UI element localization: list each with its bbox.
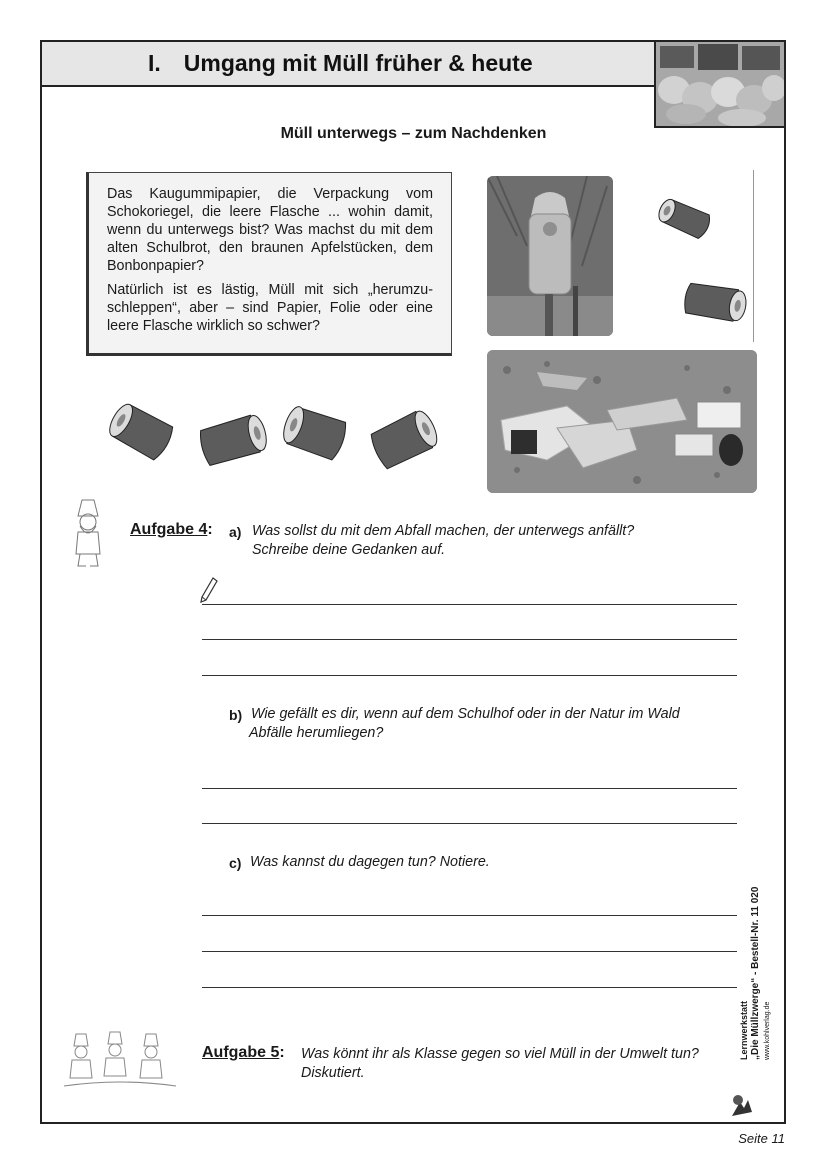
sidebar-line-1: Lernwerkstatt: [739, 1000, 749, 1060]
answer-line[interactable]: [202, 951, 737, 952]
aufgabe-4a-letter: a): [229, 524, 242, 540]
intro-text-box: [86, 172, 452, 356]
publisher-sidebar: [738, 860, 774, 1060]
aufgabe-4c-question: Was kannst du dagegen tun? Notiere.: [250, 854, 490, 870]
trash-bin-photo: [487, 176, 613, 336]
publisher-logo: [728, 1050, 770, 1120]
crushed-can-icon: [108, 400, 182, 466]
pencil-icon: [200, 576, 218, 604]
answer-line[interactable]: [202, 823, 737, 824]
crushed-can-icon: [368, 406, 444, 470]
answer-line[interactable]: [202, 788, 737, 789]
gnome-icon: [68, 498, 108, 570]
aufgabe-4b-question: Wie gefällt es dir, wenn auf dem Schulhof oder in der Natur im Wald Abfälle herumliegen?: [249, 706, 680, 741]
aufgabe-5-label: Aufgabe 5:: [202, 1044, 285, 1061]
aufgabe-5-question: Was könnt ihr als Klasse gegen so viel Müll in der Umwelt tun? Diskutiert.: [301, 1046, 699, 1081]
aufgabe-4-label: Aufgabe 4:: [130, 521, 213, 538]
chapter-title: I. Umgang mit Müll früher & heute: [148, 50, 533, 76]
aufgabe-4b-letter: b): [229, 707, 243, 723]
header-garbage-bags-photo: [654, 40, 786, 128]
aufgabe-4a-question: Was sollst du mit dem Abfall machen, der unterwegs anfällt? Schreibe deine Gedanken auf.: [252, 523, 635, 558]
answer-line[interactable]: [202, 639, 737, 640]
sidebar-line-3: www.kohlverlag.de: [764, 1001, 771, 1060]
aufgabe-4c-letter: c): [229, 855, 242, 871]
crushed-can-icon: [680, 278, 752, 326]
sidebar-line-2: „Die Müllzwerge“ - Bestell-Nr. 11 020: [750, 886, 761, 1060]
crushed-can-icon: [282, 404, 356, 464]
kohl-logo-icon: [728, 1050, 770, 1120]
section-subtitle: Müll unterwegs – zum Nachdenken: [280, 125, 547, 142]
litter-image: [487, 350, 757, 493]
gnome-group-icon: [62, 1030, 178, 1092]
answer-line[interactable]: [202, 915, 737, 916]
garbage-bags-image: [656, 42, 784, 126]
litter-on-ground-photo: [487, 350, 757, 493]
answer-line[interactable]: [202, 675, 737, 676]
trash-bin-image: [487, 176, 613, 336]
page-number: Seite 11: [738, 1131, 785, 1146]
photo-divider: [753, 170, 754, 342]
answer-line[interactable]: [202, 987, 737, 988]
crushed-can-icon: [655, 198, 719, 242]
crushed-can-icon: [196, 408, 274, 470]
answer-line[interactable]: [202, 604, 737, 605]
intro-paragraph-2: Natürlich ist es lästig, Müll mit sich „herumzu-schleppen“, aber – sind Papier, Folie oder eine leere Flasche wirklich so schwer?: [107, 282, 433, 334]
intro-paragraph-1: Das Kaugummipapier, die Verpackung vom Schokoriegel, die leere Flasche ... wohin damit, wenn du unterwegs bist? Was machst du mit dem alten Schulbrot, den braunen Apfelstücken, dem Bonbonpapier?: [107, 186, 433, 274]
